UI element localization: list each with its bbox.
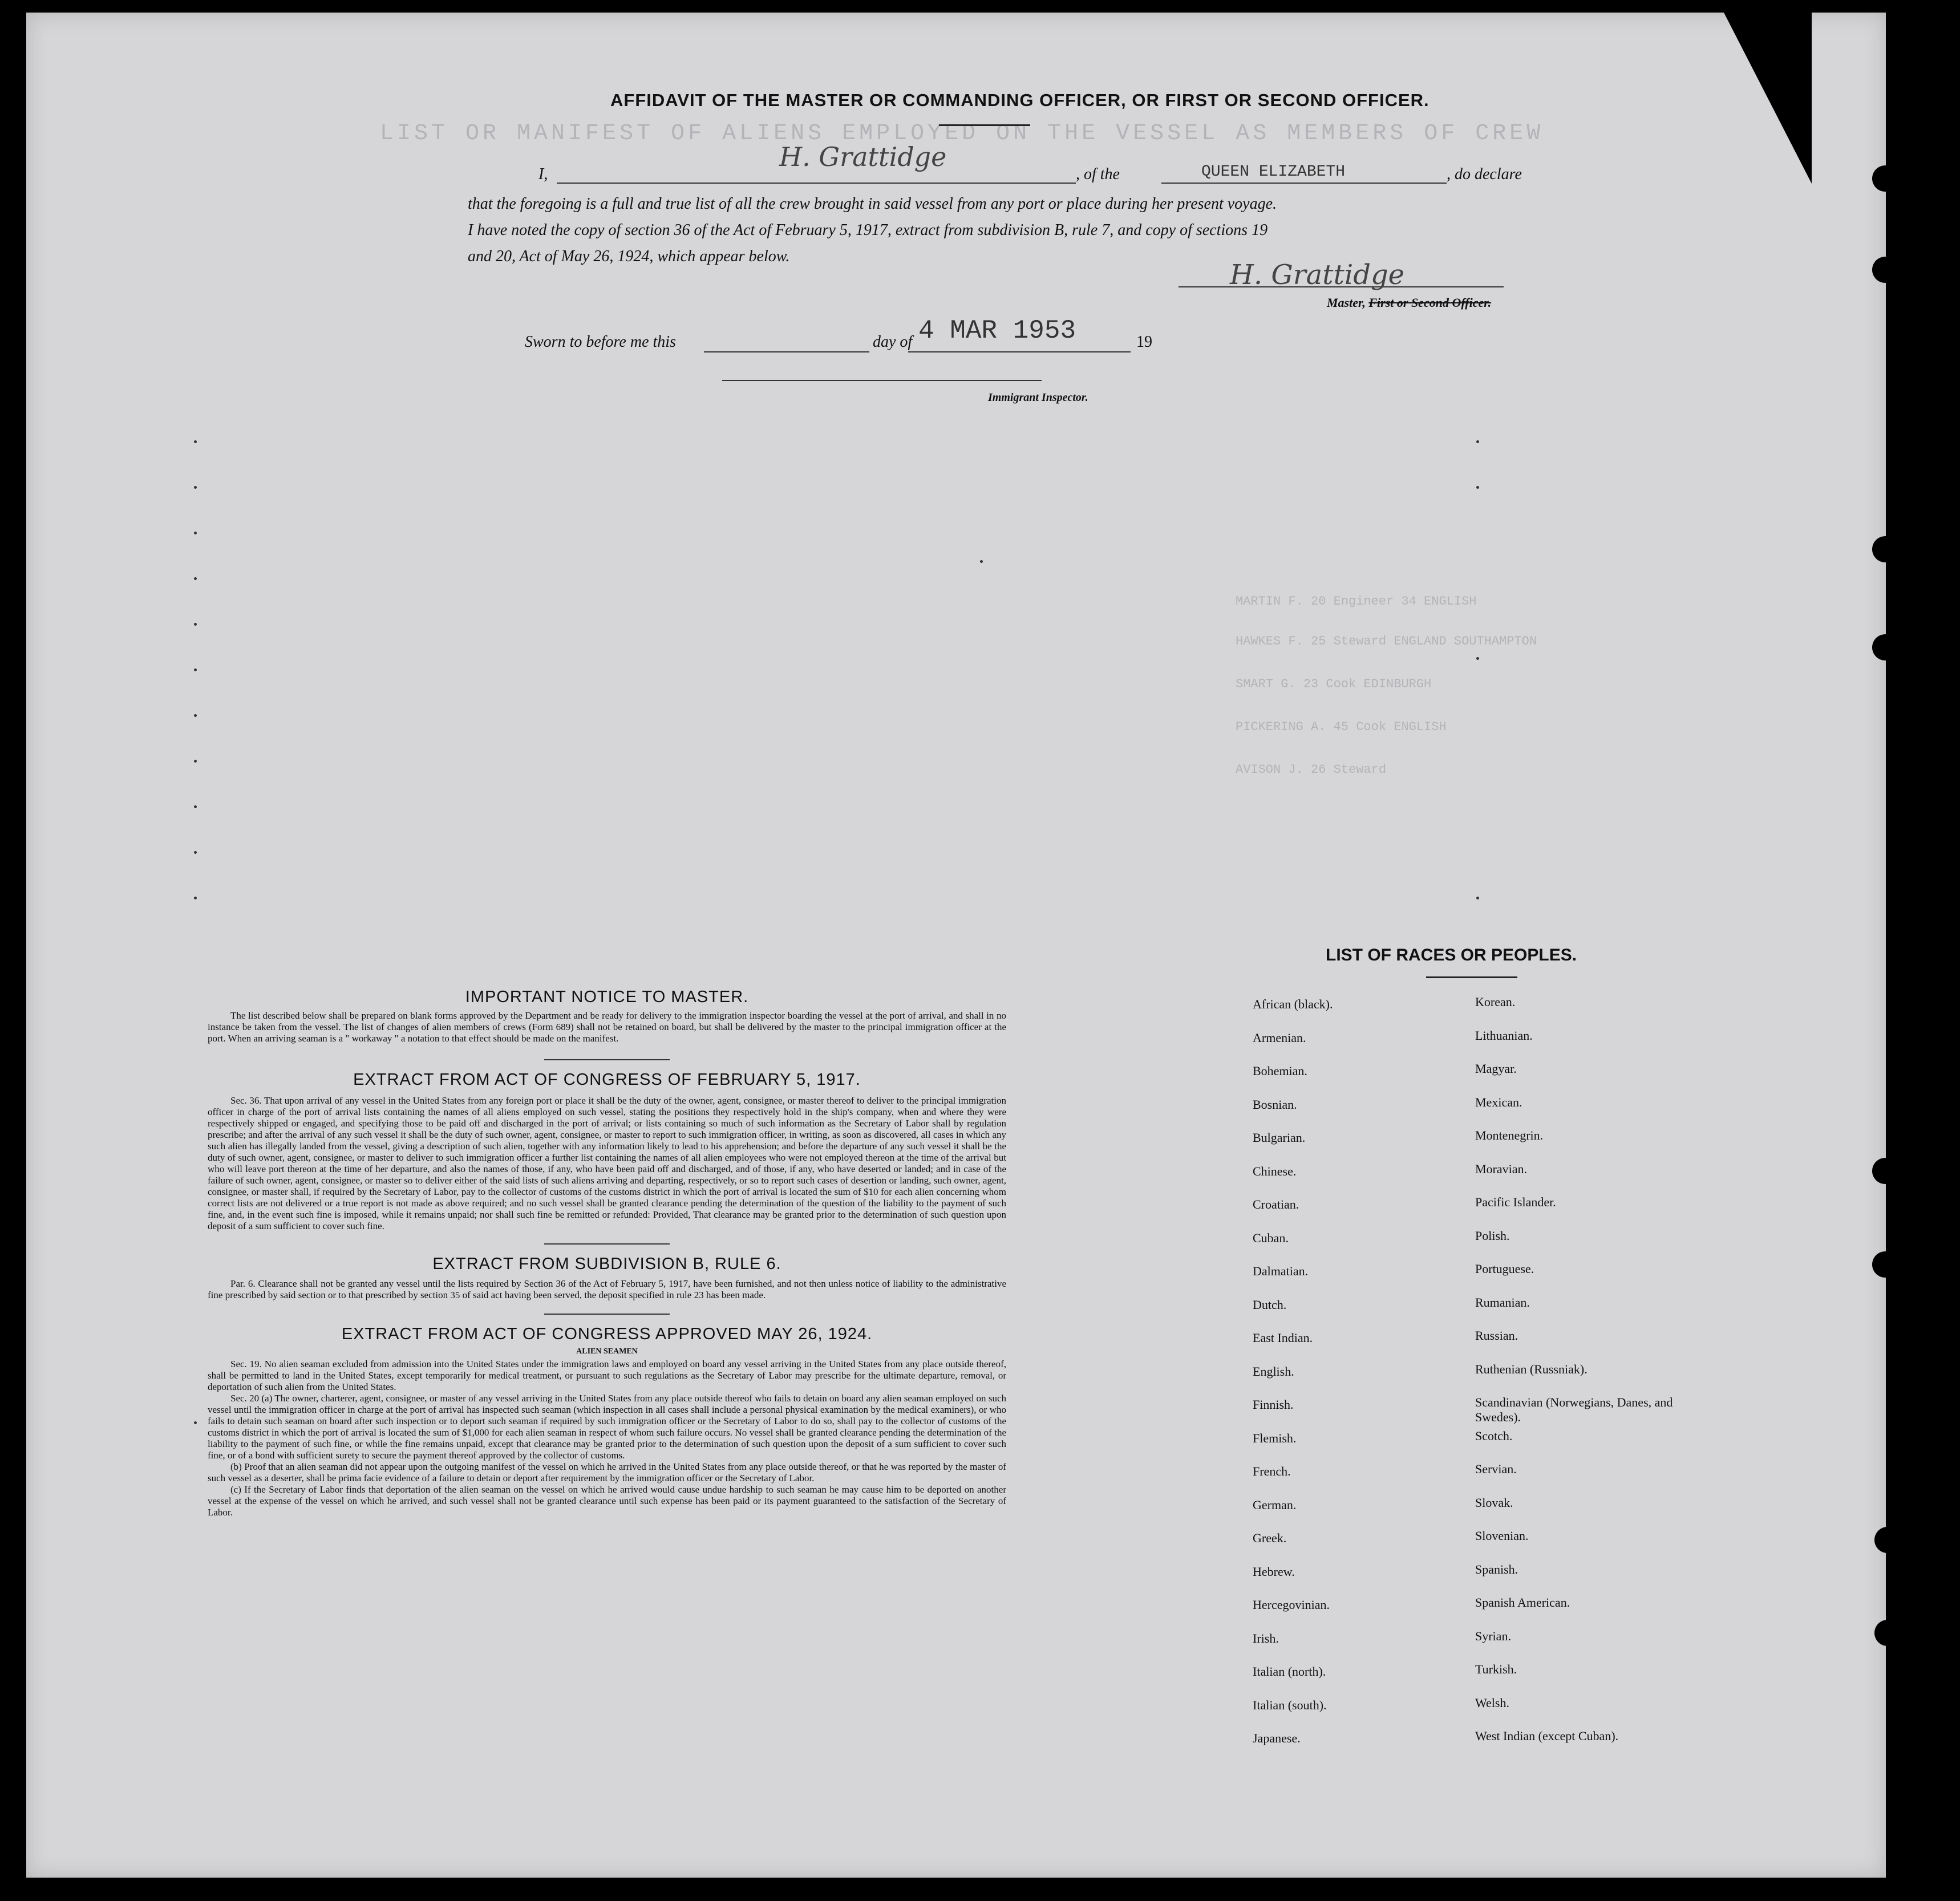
race-item: English.: [1253, 1364, 1294, 1379]
vessel-name: QUEEN ELIZABETH: [1201, 163, 1346, 181]
margin-dot: [194, 897, 197, 899]
race-item: Dalmatian.: [1253, 1264, 1309, 1278]
race-item: Hercegovinian.: [1253, 1598, 1330, 1612]
race-item: Moravian.: [1475, 1161, 1528, 1176]
race-item: West Indian (except Cuban).: [1475, 1729, 1619, 1743]
punch-hole: [1872, 1158, 1898, 1184]
margin-dot: [194, 532, 197, 534]
bleed-through-row: AVISON J. 26 Steward: [1236, 763, 1387, 777]
race-item: Scotch.: [1475, 1428, 1513, 1443]
race-item: Italian (south).: [1253, 1697, 1327, 1712]
notice-title: IMPORTANT NOTICE TO MASTER.: [465, 988, 749, 1006]
race-item: Flemish.: [1253, 1430, 1297, 1445]
race-item: Turkish.: [1475, 1662, 1517, 1676]
race-item: Pacific Islander.: [1475, 1195, 1556, 1209]
extract-1924-title: EXTRACT FROM ACT OF CONGRESS APPROVED MAY 26, 1924.: [341, 1325, 873, 1343]
race-item: East Indian.: [1253, 1331, 1313, 1345]
race-item: Montenegrin.: [1475, 1128, 1544, 1142]
section-divider: [544, 1243, 670, 1245]
margin-dot: [194, 440, 197, 443]
sworn-day-line: [704, 338, 869, 352]
margin-dot: [1476, 897, 1479, 899]
punch-hole: [1872, 1251, 1898, 1278]
margin-dot: [1476, 440, 1479, 443]
sec-19-text: Sec. 19. No alien seaman excluded from admission into the United States under the immigration laws and employed on board any vessel arriving in the United States from any place outside thereof, shall be permitted to land in the United States, except temporarily for medical treatment, or pursuant to such regulations as the Secretary of Labor may prescribe for the ultimate departure, removal, or deportation of such alien from the United States.: [208, 1359, 1006, 1392]
race-item: Croatian.: [1253, 1197, 1299, 1211]
margin-dot: [194, 577, 197, 580]
margin-dot: [194, 760, 197, 763]
race-item: Slovenian.: [1475, 1529, 1529, 1543]
races-title: LIST OF RACES OR PEOPLES.: [1326, 946, 1577, 964]
race-item: Slovak.: [1475, 1495, 1513, 1510]
notice-body: The list described below shall be prepared on blank forms approved by the Department and be ready for delivery to the immigration inspector boarding the vessel at the port of arrival, and shall in no instance be taken from the vessel. The list of changes of alien members of crews (Form 689) shall not be retained on board, but shall be delivered by the master to the principal immigration officer at the port. When an arriving seaman is a " workaway " a notation to that effect should be made on the manifest.: [208, 1010, 1006, 1044]
races-title-rule: [1426, 976, 1517, 978]
inspector-line: [722, 371, 1042, 381]
race-item: Chinese.: [1253, 1164, 1297, 1178]
punch-hole: [1874, 1620, 1901, 1646]
race-item: Scandinavian (Norwegians, Danes, and Swedes).: [1475, 1395, 1673, 1424]
punch-hole: [1872, 257, 1898, 283]
declarant-signature: H. Grattidge: [779, 141, 947, 172]
race-item: Polish.: [1475, 1228, 1510, 1243]
race-item: Ruthenian (Russniak).: [1475, 1361, 1588, 1376]
race-item: African (black).: [1253, 997, 1333, 1011]
extract-1917-title: EXTRACT FROM ACT OF CONGRESS OF FEBRUARY 5, 1917.: [353, 1071, 861, 1089]
race-item: Welsh.: [1475, 1695, 1509, 1710]
race-item: Greek.: [1253, 1531, 1287, 1545]
margin-dot: [194, 805, 197, 808]
master-label: Master,: [1327, 295, 1366, 310]
margin-dot: [194, 851, 197, 854]
margin-dot: [1476, 657, 1479, 660]
margin-dot: [980, 560, 983, 563]
bleed-through-row: MARTIN F. 20 Engineer 34 ENGLISH: [1236, 594, 1477, 609]
bleed-through-row: SMART G. 23 Cook EDINBURGH: [1236, 677, 1432, 691]
race-item: Dutch.: [1253, 1297, 1287, 1312]
race-item: Russian.: [1475, 1328, 1518, 1343]
race-item: French.: [1253, 1464, 1291, 1478]
alien-seamen-subtitle: ALIEN SEAMEN: [576, 1347, 638, 1356]
race-item: Magyar.: [1475, 1061, 1517, 1076]
race-item: Irish.: [1253, 1631, 1279, 1645]
notice-column: [208, 988, 1006, 1518]
races-column-1: [1253, 997, 1333, 1765]
bleed-through-heading: LIST OR MANIFEST OF ALIENS EMPLOYED ON THE VESSEL AS MEMBERS OF CREW: [380, 121, 1544, 147]
year-prefix: 19: [1136, 333, 1152, 351]
date-stamp: 4 MAR 1953: [918, 316, 1076, 346]
manifest-page: [26, 13, 1886, 1878]
section-divider: [544, 1314, 670, 1315]
race-item: Spanish.: [1475, 1562, 1518, 1576]
extract-b-title: EXTRACT FROM SUBDIVISION B, RULE 6.: [432, 1255, 781, 1273]
race-item: Lithuanian.: [1475, 1028, 1533, 1043]
race-item: Bosnian.: [1253, 1097, 1297, 1112]
margin-dot: [194, 668, 197, 671]
punch-hole: [1872, 165, 1898, 192]
race-item: Bulgarian.: [1253, 1130, 1306, 1145]
do-declare-label: , do declare: [1447, 165, 1522, 183]
race-item: Finnish.: [1253, 1397, 1294, 1412]
race-item: Bohemian.: [1253, 1064, 1307, 1078]
race-item: Portuguese.: [1475, 1262, 1534, 1276]
punch-hole: [1872, 634, 1898, 660]
of-the-label: , of the: [1076, 165, 1120, 183]
declaration-line-1: that the foregoing is a full and true list of all the crew brought in said vessel from any port or place during her present voyage.: [468, 195, 1277, 213]
struck-officer-label: First or Second Officer.: [1368, 295, 1492, 310]
race-item: Hebrew.: [1253, 1564, 1295, 1579]
race-item: Servian.: [1475, 1462, 1517, 1476]
sec-20b-text: (b) Proof that an alien seaman did not appear upon the outgoing manifest of the vessel on which he arrived in the United States from any place outside thereof, or that he was reported by the master of such vessel as a deserter, shall be prima facie evidence of a failure to detain or deport after requirement by the immigration officer or the Secretary of Labor.: [208, 1461, 1006, 1483]
race-item: German.: [1253, 1497, 1297, 1512]
race-item: Cuban.: [1253, 1230, 1289, 1245]
master-title: [1327, 295, 1491, 310]
margin-dot: [194, 486, 197, 489]
margin-dot: [1476, 486, 1479, 489]
punch-hole: [1874, 1527, 1901, 1553]
inspector-label: Immigrant Inspector.: [988, 391, 1088, 404]
race-item: Japanese.: [1253, 1731, 1301, 1745]
race-item: Armenian.: [1253, 1030, 1306, 1045]
race-item: Syrian.: [1475, 1628, 1511, 1643]
affidavit-title: AFFIDAVIT OF THE MASTER OR COMMANDING OFFICER, OR FIRST OR SECOND OFFICER.: [610, 90, 1429, 110]
margin-dot: [194, 1421, 197, 1424]
master-signature: H. Grattidge: [1230, 259, 1405, 291]
margin-dot: [194, 623, 197, 626]
declaration-line-2: I have noted the copy of section 36 of the Act of February 5, 1917, extract from subdivision B, rule 7, and copy of sections 19: [468, 221, 1268, 239]
sec-20c-text: (c) If the Secretary of Labor finds that deportation of the alien seaman on the vessel on which he arrived would cause undue hardship to such seaman he may cause him to be deported on another vessel at the expense of the vessel on which he arrived, and such vessel shall not be granted clearance until such expense has been paid or its payment guaranteed to the satisfaction of the Secretary of Labor.: [208, 1484, 1006, 1518]
race-item: Korean.: [1475, 995, 1516, 1009]
bleed-through-row: PICKERING A. 45 Cook ENGLISH: [1236, 720, 1447, 734]
torn-corner: [1686, 13, 1812, 184]
bleed-through-row: HAWKES F. 25 Steward ENGLAND SOUTHAMPTON: [1236, 634, 1537, 648]
races-column-2: [1475, 995, 1680, 1762]
extract-1917-body: Sec. 36. That upon arrival of any vessel in the United States from any foreign port or place it shall be the duty of the owner, agent, consignee, or master thereof to deliver to the principal immigration officer in charge of the port of arrival lists containing the names of all aliens employed on such vessel, stating the positions they respectively hold in the ship's company, when and where they were respectively shipped or engaged, and specifying those to be paid off and discharged in the port of arrival; or lists containing so much of such information as the Secretary of Labor shall by regulation prescribe; and after the arrival of any such vessel it shall be the duty of such owner, agent, consignee, or master to report to such immigration officer, in writing, as soon as discovered, all cases in which any such alien has illegally landed from the vessel, giving a description of such alien, together with any information likely to lead to his apprehension; and before the departure of any such vessel it shall be the duty of such owner, agent, consignee, or master to deliver to such immigration officer a further list containing the names of all alien employees who were not employed thereon at the time of the arrival but who will leave port thereon at the time of her departure, and also the names of those, if any, who have been paid off and discharged, and of those, if any, who have deserted or landed; and in case of the failure of such owner, agent, consignee, or master so to deliver either of the said lists of such aliens arriving and departing, respectively, or so to report such cases of desertion or landing, such owner, agent, consignee, or master shall, if required by the Secretary of Labor, pay to the collector of customs of the customs district in which the port of arrival is located the sum of $10 for each alien concerning whom correct lists are not delivered or a true report is not made as above required; and no such vessel shall be granted clearance pending the determination of the question of the liability to the payment of such fine, and, in the event such fine is imposed, while it remains unpaid; nor shall such fine be remitted or refunded: Provided, That clearance may be granted prior to the determination of such question upon deposit of a sum sufficient to cover such fine.: [208, 1095, 1006, 1231]
race-item: Rumanian.: [1475, 1295, 1530, 1310]
i-label: I,: [538, 165, 548, 183]
race-item: Mexican.: [1475, 1095, 1522, 1109]
sworn-label: Sworn to before me this: [525, 333, 676, 351]
punch-hole: [1872, 536, 1898, 562]
race-item: Spanish American.: [1475, 1595, 1570, 1610]
section-divider: [544, 1059, 670, 1060]
sec-20a-text: Sec. 20 (a) The owner, charterer, agent, consignee, or master of any vessel arriving in the United States from any place outside thereof who fails to detain on board any alien seaman employed on such vessel until the immigration officer in charge at the port of arrival has inspected such seaman (which inspection in all cases shall include a personal physical examination by the medical examiners), or who fails to detain such seaman on board after such inspection or to deport such seaman if required by such immigration officer or the Secretary of Labor to do so, shall pay to the collector of customs of the customs district in which the port of arrival is located the sum of $1,000 for each alien seaman in respect of whom such failure occurs. No vessel shall be granted clearance pending the determination of the liability to the payment of such fine, or while the fine remains unpaid, except that clearance may be granted prior to the determination of such question upon the deposit of a sum sufficient to cover such fine, or of a bond with sufficient surety to secure the payment thereof approved by the collector of customs.: [208, 1393, 1006, 1461]
title-rule: [939, 124, 1030, 126]
extract-b-body: Par. 6. Clearance shall not be granted any vessel until the lists required by Section 36 of the Act of February 5, 1917, have been furnished, and not then unless notice of liability to the administrative fine prescribed by said section or to that prescribed by section 35 of said act having been served, the deposit specified in rule 23 has been made.: [208, 1278, 1006, 1300]
race-item: Italian (north).: [1253, 1664, 1326, 1679]
margin-dot: [194, 714, 197, 717]
declaration-line-3: and 20, Act of May 26, 1924, which appear below.: [468, 248, 790, 265]
day-of-label: day of: [873, 333, 913, 351]
